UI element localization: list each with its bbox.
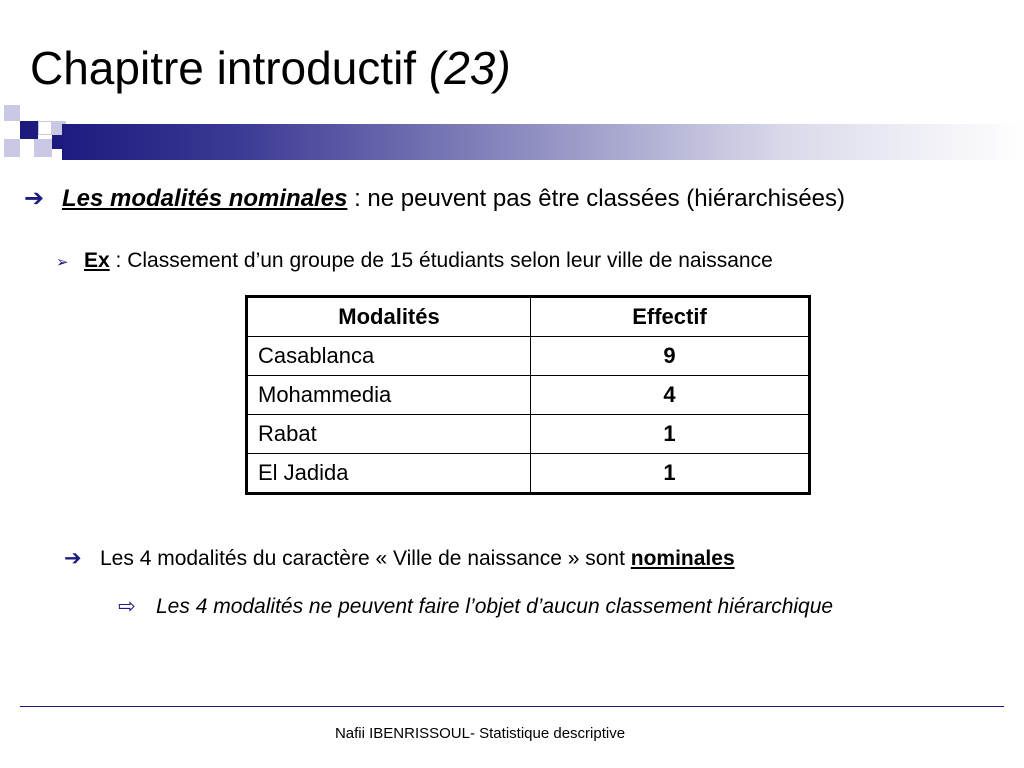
- banner-square: [20, 121, 38, 139]
- banner-square: [4, 105, 20, 121]
- nominal-definition-text: : ne peuvent pas être classées (hiérarchisées): [347, 185, 846, 212]
- nominal-term: Les modalités nominales: [62, 185, 348, 212]
- banner-gradient-bar: [62, 124, 1024, 160]
- table-row: [247, 337, 810, 376]
- slide-title-number: (23): [428, 42, 511, 94]
- slide-title: [30, 38, 511, 98]
- count-cell: 9: [531, 337, 810, 376]
- example-text: : Classement d’un groupe de 15 étudiants selon leur ville de naissance: [109, 249, 773, 272]
- bullet-consequence: [118, 593, 833, 621]
- bold-right-arrow-icon: ➔: [24, 185, 45, 212]
- banner-square: [34, 139, 52, 157]
- example-label: Ex: [84, 249, 110, 272]
- city-cell: Rabat: [247, 415, 531, 454]
- city-cell: El Jadida: [247, 454, 531, 494]
- conclusion-emphasis: nominales: [630, 547, 735, 570]
- modalities-table: [245, 295, 811, 495]
- city-cell: Mohammedia: [247, 376, 531, 415]
- count-cell: 1: [531, 454, 810, 494]
- decorative-banner: [0, 105, 1024, 175]
- header-modalites: Modalités: [247, 297, 531, 337]
- bullet-nominal-definition: [24, 183, 845, 215]
- table-row: [247, 454, 810, 494]
- hollow-right-arrow-icon: ⇨: [118, 595, 136, 618]
- header-effectif: Effectif: [531, 297, 810, 337]
- bullet-example: [56, 247, 773, 277]
- consequence-text: Les 4 modalités ne peuvent faire l’objet d’aucun classement hiérarchique: [156, 595, 834, 618]
- count-cell: 1: [531, 415, 810, 454]
- table-row: [247, 415, 810, 454]
- table-header-row: [247, 297, 810, 337]
- slide-title-text: Chapitre introductif: [30, 42, 417, 94]
- triangle-right-icon: ➢: [56, 254, 69, 271]
- city-cell: Casablanca: [247, 337, 531, 376]
- footer-divider: [20, 706, 1004, 707]
- banner-square: [4, 139, 20, 157]
- bold-right-arrow-icon: ➔: [64, 547, 82, 570]
- bullet-conclusion: [64, 545, 735, 573]
- conclusion-text: Les 4 modalités du caractère « Ville de naissance » sont: [100, 547, 631, 570]
- table-row: [247, 376, 810, 415]
- footer-text: Nafii IBENRISSOUL- Statistique descriptive: [334, 725, 626, 742]
- banner-square: [38, 121, 52, 135]
- count-cell: 4: [531, 376, 810, 415]
